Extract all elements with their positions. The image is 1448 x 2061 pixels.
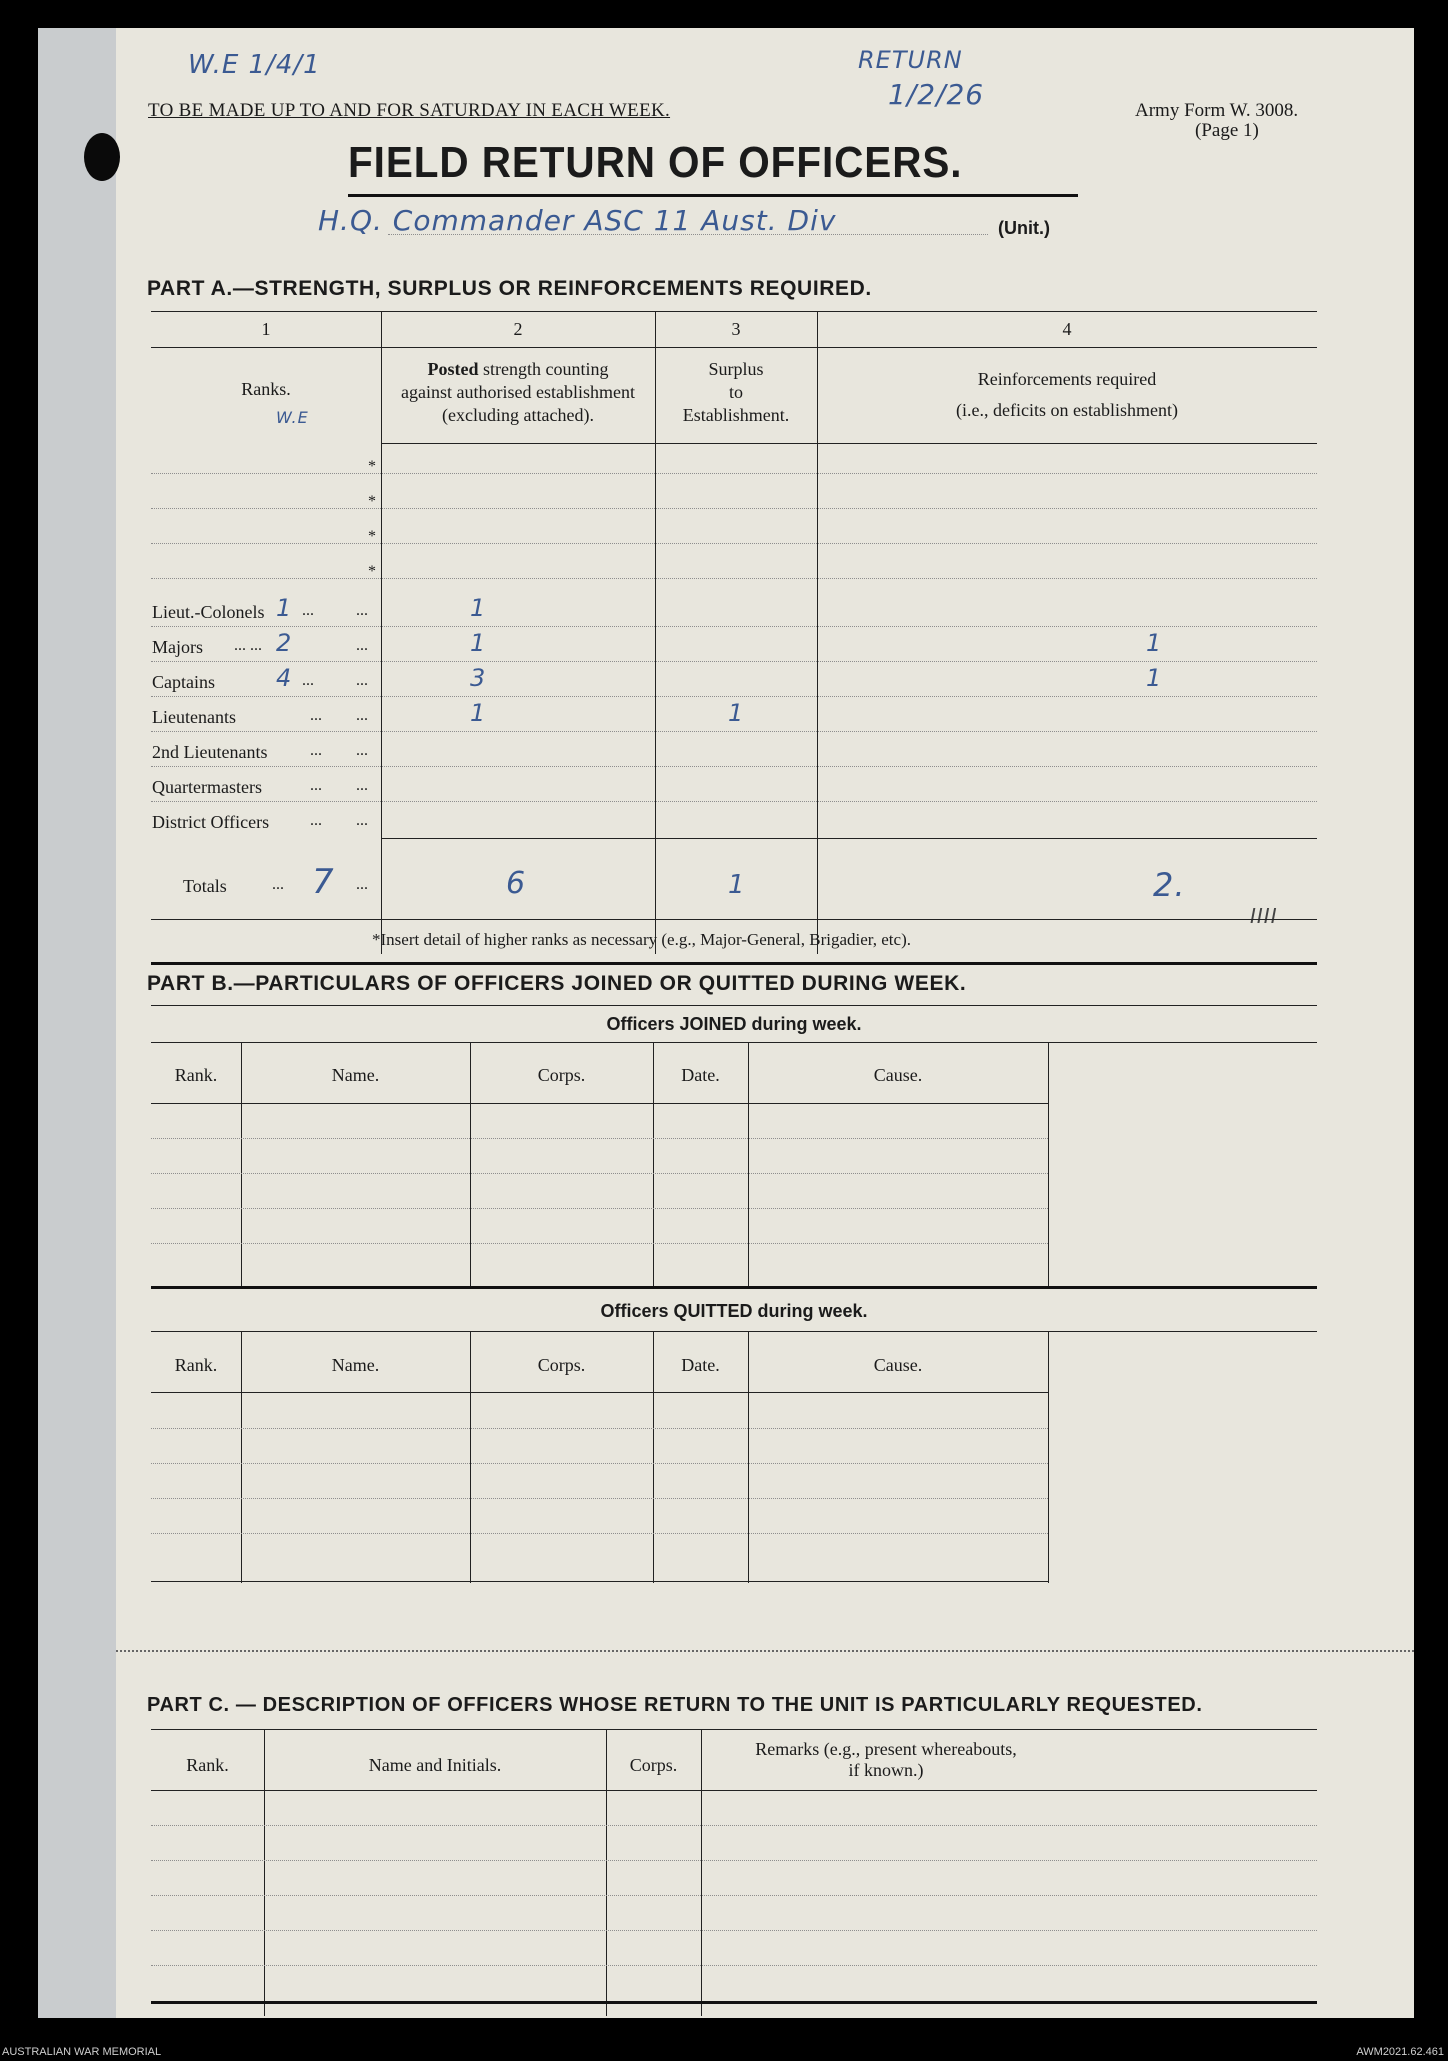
ruled-line [151, 1173, 1048, 1174]
dot-leader: ... ... [234, 637, 262, 654]
instruction-text: TO BE MADE UP TO AND FOR SATURDAY IN EACH WEEK. [148, 100, 671, 121]
totals-we: 7 [312, 862, 335, 902]
ruled-line [151, 1860, 1317, 1861]
col-number-rule [151, 347, 1317, 348]
quitted-col-divider [748, 1331, 749, 1583]
posted-header [381, 358, 655, 427]
col-number-2: 2 [513, 319, 523, 339]
part-a-col-divider-1 [381, 311, 382, 954]
quitted-title-rule [151, 1331, 1317, 1332]
joined-col-cause: Cause. [873, 1065, 923, 1085]
ruled-line [151, 1428, 1048, 1429]
dot-leader: ... [356, 707, 368, 724]
binding-strip [38, 28, 116, 2018]
posted-value: 1 [470, 594, 487, 622]
part-a-end-rule [151, 962, 1317, 965]
totals-bottom-rule [151, 919, 1317, 920]
rank-label: Captains [152, 672, 215, 692]
quitted-col-divider [470, 1331, 471, 1583]
quitted-col-name: Name. [331, 1355, 380, 1375]
ruled-line [151, 731, 1317, 732]
joined-col-divider [748, 1042, 749, 1288]
dot-leader: ... [356, 777, 368, 794]
dot-leader: ... [310, 707, 322, 724]
ruled-line [151, 1138, 1048, 1139]
remarks-line1: Remarks (e.g., present whereabouts, [755, 1739, 1017, 1759]
ruled-line [151, 1965, 1317, 1966]
tally-mark: IIII [1250, 904, 1278, 928]
part-a-col-divider-2 [655, 311, 656, 954]
joined-col-name: Name. [331, 1065, 380, 1085]
rank-label: Lieut.-Colonels [152, 602, 265, 622]
totals-surplus: 1 [728, 870, 746, 900]
form-number: Army Form W. 3008. [1135, 100, 1299, 121]
ruled-line [151, 1533, 1048, 1534]
ruled-line [151, 578, 1317, 579]
ruled-line [151, 661, 1317, 662]
quitted-col-divider [1048, 1331, 1049, 1583]
unit-dotted-line [388, 234, 988, 235]
part-a-top-rule [151, 311, 1317, 312]
ranks-header: Ranks. [241, 379, 291, 399]
joined-col-divider [653, 1042, 654, 1288]
dot-leader: ... [356, 637, 368, 654]
reinforcement-value: 1 [1146, 664, 1163, 692]
page-number: (Page 1) [1195, 120, 1259, 141]
dot-leader: ... [310, 742, 322, 759]
dot-leader: ... [356, 812, 368, 829]
archive-reference: AWM2021.62.461 [1356, 2046, 1444, 2058]
joined-col-divider [241, 1042, 242, 1288]
joined-col-corps: Corps. [537, 1065, 586, 1085]
perforation-line [116, 1650, 1414, 1652]
part-a-header-rule [381, 443, 1317, 444]
joined-header-rule [151, 1103, 1048, 1104]
posted-value: 1 [470, 699, 487, 727]
part-c-top-rule [151, 1729, 1317, 1730]
archive-credit: AUSTRALIAN WAR MEMORIAL [2, 2046, 162, 2058]
surplus-line2: to [728, 382, 743, 402]
part-c-col-divider [701, 1729, 702, 2016]
ruled-line [151, 1463, 1048, 1464]
quitted-col-divider [653, 1331, 654, 1583]
quitted-col-date: Date. [681, 1355, 720, 1375]
totals-top-rule [381, 838, 1317, 839]
punch-hole [84, 133, 120, 181]
part-a-col-divider-3 [817, 311, 818, 954]
asterisk-mark: * [368, 528, 376, 545]
ruled-line [151, 1930, 1317, 1931]
surplus-line1: Surplus [708, 359, 764, 379]
totals-reinforcements: 2. [1153, 866, 1186, 904]
we-value: 4 [276, 664, 293, 692]
part-c-header-rule [151, 1790, 1317, 1791]
part-b-top-rule [151, 1005, 1317, 1006]
rank-label: District Officers [152, 812, 270, 832]
reinforcements-line1: Reinforcements required [977, 369, 1157, 389]
quitted-end-rule [151, 1581, 1048, 1582]
ruled-line [151, 696, 1317, 697]
dot-leader: ... [356, 672, 368, 689]
unit-label: (Unit.) [998, 218, 1050, 238]
unit-handwritten: H.Q. Commander ASC 11 Aust. Div [318, 204, 837, 237]
joined-col-rank: Rank. [174, 1065, 218, 1085]
joined-title-rule [151, 1042, 1317, 1043]
handwritten-return-date: 1/2/26 [888, 78, 985, 111]
col-number-1: 1 [261, 319, 271, 339]
rank-label: 2nd Lieutenants [152, 742, 268, 762]
part-c-end-rule [151, 2001, 1317, 2004]
col-number-3: 3 [731, 319, 741, 339]
surplus-value: 1 [728, 699, 745, 727]
part-c-heading: PART C. — DESCRIPTION OF OFFICERS WHOSE RETURN TO THE UNIT IS PARTICULARLY REQUESTED. [147, 1694, 1203, 1716]
part-c-col-divider [264, 1729, 265, 2016]
dot-leader: ... [356, 602, 368, 619]
reinforcements-line2: (i.e., deficits on establishment) [956, 400, 1178, 420]
rank-label: Quartermasters [152, 777, 262, 797]
ruled-line [151, 1243, 1048, 1244]
quitted-title: Officers QUITTED during week. [600, 1301, 868, 1321]
remarks-line2: if known.) [848, 1760, 924, 1780]
posted-bold: Posted [427, 359, 479, 379]
ruled-line [151, 1498, 1048, 1499]
quitted-header-rule [151, 1392, 1048, 1393]
surplus-line3: Establishment. [682, 405, 790, 425]
dot-leader: ... [310, 812, 322, 829]
part-b-heading: PART B.—PARTICULARS OF OFFICERS JOINED OR QUITTED DURING WEEK. [147, 972, 967, 995]
dot-leader: ... [356, 876, 368, 893]
col-number-4: 4 [1062, 319, 1072, 339]
ruled-line [151, 766, 1317, 767]
totals-posted: 6 [506, 866, 527, 901]
asterisk-mark: * [368, 458, 376, 475]
ruled-line [151, 1208, 1048, 1209]
part-c-col-name: Name and Initials. [368, 1755, 502, 1775]
reinforcements-header [817, 368, 1317, 422]
we-value: 1 [276, 594, 293, 622]
ruled-line [151, 801, 1317, 802]
part-c-col-divider [606, 1729, 607, 2016]
dot-leader: ... [302, 672, 314, 689]
asterisk-mark: * [368, 563, 376, 580]
handwritten-we-note: W.E 1/4/1 [188, 50, 321, 80]
rank-label: Lieutenants [152, 707, 236, 727]
posted-value: 1 [470, 629, 487, 657]
quitted-col-rank: Rank. [174, 1355, 218, 1375]
surplus-header [655, 358, 817, 427]
posted-line2: against authorised establishment [401, 382, 635, 402]
dot-leader: ... [310, 777, 322, 794]
joined-col-divider [1048, 1042, 1049, 1288]
ruled-line [151, 626, 1317, 627]
quitted-col-divider [241, 1331, 242, 1583]
posted-line1: strength counting [483, 359, 609, 379]
quitted-col-corps: Corps. [537, 1355, 586, 1375]
we-value: 2 [276, 629, 293, 657]
rank-label: Majors [152, 637, 203, 657]
ruled-line [151, 543, 1317, 544]
totals-label: Totals [183, 876, 227, 896]
handwritten-return-note: RETURN [858, 46, 963, 74]
posted-value: 3 [470, 664, 487, 692]
joined-col-divider [470, 1042, 471, 1288]
dot-leader: ... [356, 742, 368, 759]
ruled-line [151, 1825, 1317, 1826]
dot-leader: ... [272, 876, 284, 893]
reinforcement-value: 1 [1146, 629, 1163, 657]
title-underline [348, 194, 1078, 197]
ranks-we-note: W.E [276, 408, 309, 427]
joined-end-rule [151, 1286, 1317, 1289]
ruled-line [151, 473, 1317, 474]
asterisk-mark: * [368, 493, 376, 510]
part-c-col-corps: Corps. [629, 1755, 678, 1775]
part-a-footnote: *Insert detail of higher ranks as necessary (e.g., Major-General, Brigadier, etc). [372, 930, 911, 949]
ruled-line [151, 1895, 1317, 1896]
quitted-col-cause: Cause. [873, 1355, 923, 1375]
joined-title: Officers JOINED during week. [606, 1014, 862, 1034]
form-title: FIELD RETURN OF OFFICERS. [348, 138, 963, 187]
posted-line3: (excluding attached). [442, 405, 594, 425]
joined-col-date: Date. [681, 1065, 720, 1085]
ruled-line [151, 508, 1317, 509]
form-page [38, 28, 1414, 2018]
part-a-heading: PART A.—STRENGTH, SURPLUS OR REINFORCEMENTS REQUIRED. [147, 277, 872, 300]
part-c-col-remarks [701, 1738, 1071, 1779]
dot-leader: ... [302, 602, 314, 619]
part-c-col-rank: Rank. [186, 1755, 229, 1775]
